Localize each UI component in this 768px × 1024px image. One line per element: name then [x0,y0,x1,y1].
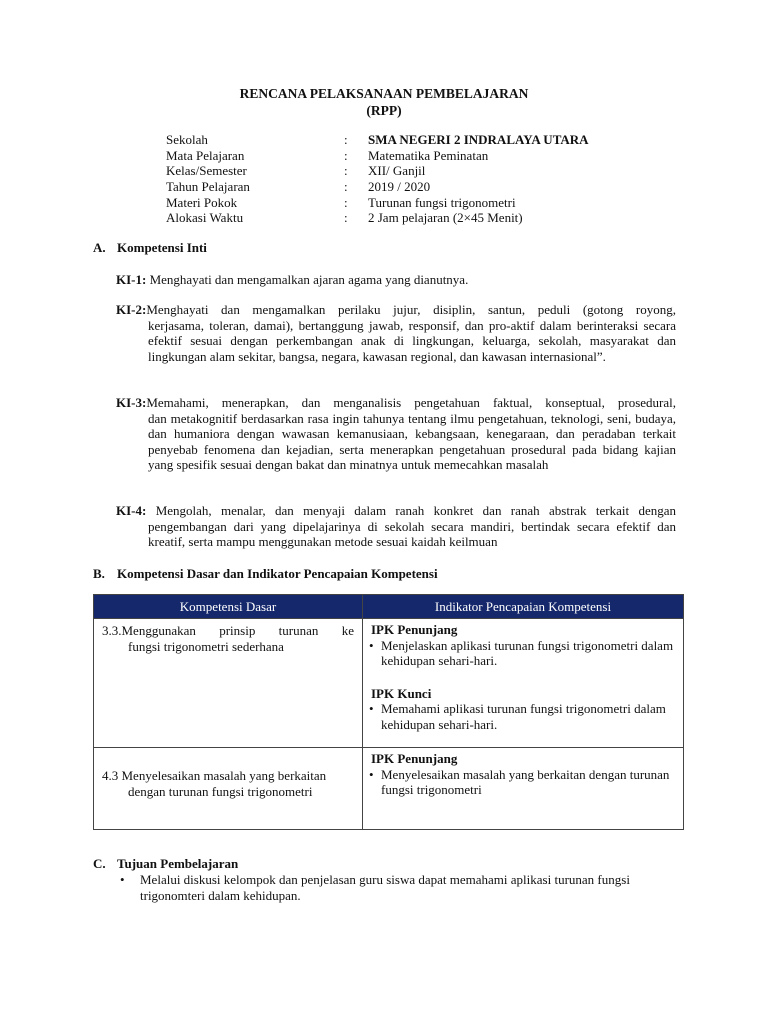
info-label: Kelas/Semester [166,163,247,179]
info-value: SMA NEGERI 2 INDRALAYA UTARA [368,132,589,147]
info-label: Materi Pokok [166,194,238,210]
ki-text: Menghayati dan mengamalkan ajaran agama yang dianutnya. [146,272,469,287]
kd-text [94,748,362,799]
info-row-alokasi-waktu [166,210,686,226]
section-letter: A. [93,240,106,255]
table-header-row [94,595,684,619]
info-row-tahun-pelajaran [166,179,686,195]
info-label: Tahun Pelajaran [166,179,250,195]
section-c-heading [93,856,238,872]
ki-continuation: dan metakognitif berdasarkan rasa ingin tahunya tentang ilmu pengetahuan, teknologi, seni, budaya, dan humaniora dengan wawasan kemanusiaan, kebangsaan, kenegaraan, dan peradaban terkait penyebab fenomena dan kejadian, serta menerapkan pengetahuan prosedural pada bidang kajian yang spesifik sesuai dengan bakat dan minatnya untuk memecahkan masalah [148,410,676,473]
ki-head: KI-1: [116,272,147,287]
info-row-sekolah [166,132,686,148]
section-title: Tujuan Pembelajaran [117,856,239,871]
ki-head: KI-3: [116,395,147,410]
ki-text: Memahami, menerapkan, dan menganalisis pengetahuan faktual, konseptual, prosedural, [146,395,676,410]
ki-text: Mengolah, menalar, dan menyaji dalam ranah konkret dan ranah abstrak terkait dengan [146,503,676,518]
info-label: Mata Pelajaran [166,147,245,163]
identity-block [166,132,686,226]
info-label: Alokasi Waktu [166,210,244,226]
header-kompetensi-dasar: Kompetensi Dasar [94,595,363,619]
ki-2-paragraph [116,302,676,364]
bullet-icon: • [120,872,125,887]
ipk-cell [363,619,684,748]
kd-line: fungsi trigonometri sederhana [128,638,284,654]
info-value: XII/ Ganjil [368,163,426,179]
section-letter: B. [93,566,105,581]
ipk-cell [363,748,684,830]
table-row [94,748,684,830]
table-row [94,619,684,748]
document-subtitle: (RPP) [366,103,402,118]
ki-3-paragraph [116,395,676,473]
ipk-list-item [363,767,683,798]
kd-cell [94,619,363,748]
section-title: Kompetensi Dasar dan Indikator Pencapaian Kompetensi [117,566,438,581]
bullet-icon: • [369,766,374,782]
section-a-heading [93,240,207,256]
info-row-kelas-semester [166,163,686,179]
info-colon: : [344,163,348,179]
document-title: RENCANA PELAKSANAAN PEMBELAJARAN [239,86,529,101]
kd-text [94,619,362,654]
ki-head: KI-2: [116,302,147,317]
ki-4-paragraph [116,503,676,550]
tujuan-list-item [120,872,680,904]
ki-continuation: pengembangan dari yang dipelajarinya di sekolah secara mandiri, bertindak secara efektif dan kreatif, serta mampu menggunakan metode sesuai kaidah keilmuan [148,518,676,550]
info-colon: : [344,132,348,147]
header-indikator: Indikator Pencapaian Kompetensi [363,595,684,619]
info-value: 2 Jam pelajaran (2×45 Menit) [368,210,523,226]
ki-1-paragraph [116,272,676,288]
bullet-icon: • [369,637,374,653]
section-b-heading [93,566,438,582]
ipk-item-text: Menjelaskan aplikasi turunan fungsi trigonometri dalam kehidupan sehari-hari. [381,637,674,669]
bullet-icon: • [369,701,374,717]
kd-cell [94,748,363,830]
info-colon: : [344,179,348,195]
ipk-heading: IPK Penunjang [371,751,458,766]
kd-line: 3.3.Menggunakan prinsip turunan ke [102,623,354,638]
info-value: Turunan fungsi trigonometri [368,194,516,210]
info-value: 2019 / 2020 [368,179,431,195]
info-value: Matematika Peminatan [368,147,489,163]
tujuan-text: Melalui diskusi kelompok dan penjelasan guru siswa dapat memahami aplikasi turunan fungsi trigonomteri dalam kehidupan. [140,872,630,903]
ipk-item-text: Memahami aplikasi turunan fungsi trigonometri dalam kehidupan sehari-hari. [381,701,666,732]
ki-head: KI-4: [116,503,147,518]
info-colon: : [344,194,348,210]
ipk-heading: IPK Kunci [371,685,432,701]
section-letter: C. [93,856,106,871]
ki-continuation: kerjasama, toleran, damai), bertanggung jawab, responsif, dan pro-aktif dalam berinteraksi secara efektif sesuai dengan perkembangan anak di lingkungan, keluarga, sekolah, masyarakat dan lingkungan alam sekitar, bangsa, negara, kawasan regional, dan kawasan internasional”. [148,317,676,364]
info-row-mata-pelajaran [166,148,686,164]
info-colon: : [344,210,348,226]
kd-line: 4.3 Menyelesaikan masalah yang berkaitan [102,768,327,783]
section-title: Kompetensi Inti [117,240,207,255]
ipk-item-text: Menyelesaikan masalah yang berkaitan dengan turunan fungsi trigonometri [381,766,670,798]
competency-table [93,594,684,830]
ipk-list-item [363,701,683,732]
ipk-heading: IPK Penunjang [371,622,458,637]
info-colon: : [344,147,348,163]
kd-line: dengan turunan fungsi trigonometri [128,783,313,799]
ipk-list-item [363,638,683,669]
info-label: Sekolah [166,132,208,147]
ki-text: Menghayati dan mengamalkan perilaku jujur, disiplin, santun, peduli (gotong royong, [146,302,676,317]
info-row-materi-pokok [166,195,686,211]
